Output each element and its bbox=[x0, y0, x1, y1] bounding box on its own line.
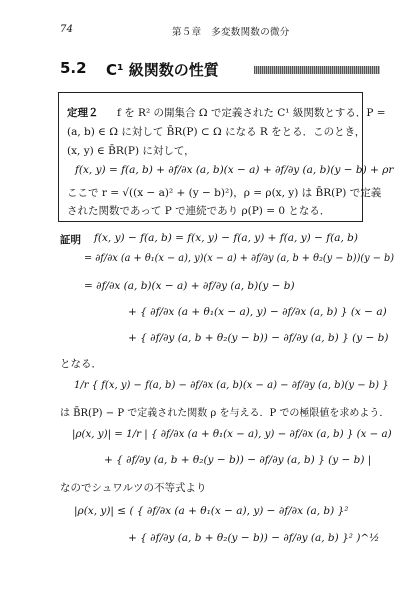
theorem-line: f を R² の開集合 Ω で定義された C¹ 級関数とする．P = bbox=[117, 107, 386, 119]
theorem-label: 定理２ bbox=[67, 107, 99, 119]
proof-line: |ρ(x, y)| ≤ ( { ∂f/∂x (a + θ₁(x − a), y) − ∂f/∂x (a, b) }² bbox=[74, 505, 349, 517]
proof-line: = ∂f/∂x (a, b)(x − a) + ∂f/∂y (a, b)(y − b) bbox=[84, 280, 295, 292]
proof-line: f(x, y) − f(a, b) = f(x, y) − f(a, y) + f(a, y) − f(a, b) bbox=[94, 232, 358, 244]
proof-label: 証明 bbox=[60, 234, 81, 246]
section-number: 5.2 bbox=[60, 59, 87, 77]
proof-line: 1/r { f(x, y) − f(a, b) − ∂f/∂x (a, b)(x − a) − ∂f/∂y (a, b)(y − b) } bbox=[74, 380, 389, 391]
proof-line: + { ∂f/∂x (a + θ₁(x − a), y) − ∂f/∂x (a, b) } (x − a) bbox=[128, 306, 387, 318]
proof-text: は B̄R(P) − P で定義された関数 ρ を与える．P での極限値を求めよう． bbox=[60, 408, 390, 419]
theorem-line: (x, y) ∈ B̄R(P) に対して， bbox=[67, 145, 195, 157]
theorem-line: ここで r = √((x − a)² + (y − b)²)，ρ = ρ(x, y) は B̄R(P) で定義 bbox=[67, 187, 382, 199]
theorem-line: された関数であって P で連続であり ρ(P) = 0 となる． bbox=[67, 205, 331, 217]
theorem-formula: f(x, y) = f(a, b) + ∂f/∂x (a, b)(x − a) + ∂f/∂y (a, b)(y − b) + ρr bbox=[75, 164, 394, 176]
theorem-line: (a, b) ∈ Ω に対して B̄R(P) ⊂ Ω になる R をとる．このとき， bbox=[67, 126, 366, 138]
proof-text: なのでシュワルツの不等式より bbox=[60, 482, 207, 494]
proof-line: |ρ(x, y)| = 1/r | { ∂f/∂x (a + θ₁(x − a), y) − ∂f/∂x (a, b) } (x − a) bbox=[72, 428, 392, 440]
proof-line: + { ∂f/∂y (a, b + θ₂(y − b)) − ∂f/∂y (a, b) }² )^½ bbox=[128, 532, 380, 544]
page-number: 74 bbox=[60, 24, 74, 35]
chapter-header: 第５章 多変数関数の微分 bbox=[172, 27, 290, 38]
proof-line: + { ∂f/∂y (a, b + θ₂(y − b)) − ∂f/∂y (a, b) } (y − b) bbox=[128, 332, 389, 344]
section-rule bbox=[254, 66, 380, 74]
proof-text: となる． bbox=[60, 358, 102, 370]
theorem-box bbox=[58, 92, 394, 222]
section-title: C¹ 級関数の性質 bbox=[106, 61, 219, 79]
section-heading bbox=[58, 58, 378, 80]
proof-line: = ∂f/∂x (a + θ₁(x − a), y)(x − a) + ∂f/∂y (a, b + θ₂(y − b))(y − b) bbox=[84, 253, 395, 264]
proof-line: + { ∂f/∂y (a, b + θ₂(y − b)) − ∂f/∂y (a, b) } (y − b) | bbox=[104, 454, 372, 466]
